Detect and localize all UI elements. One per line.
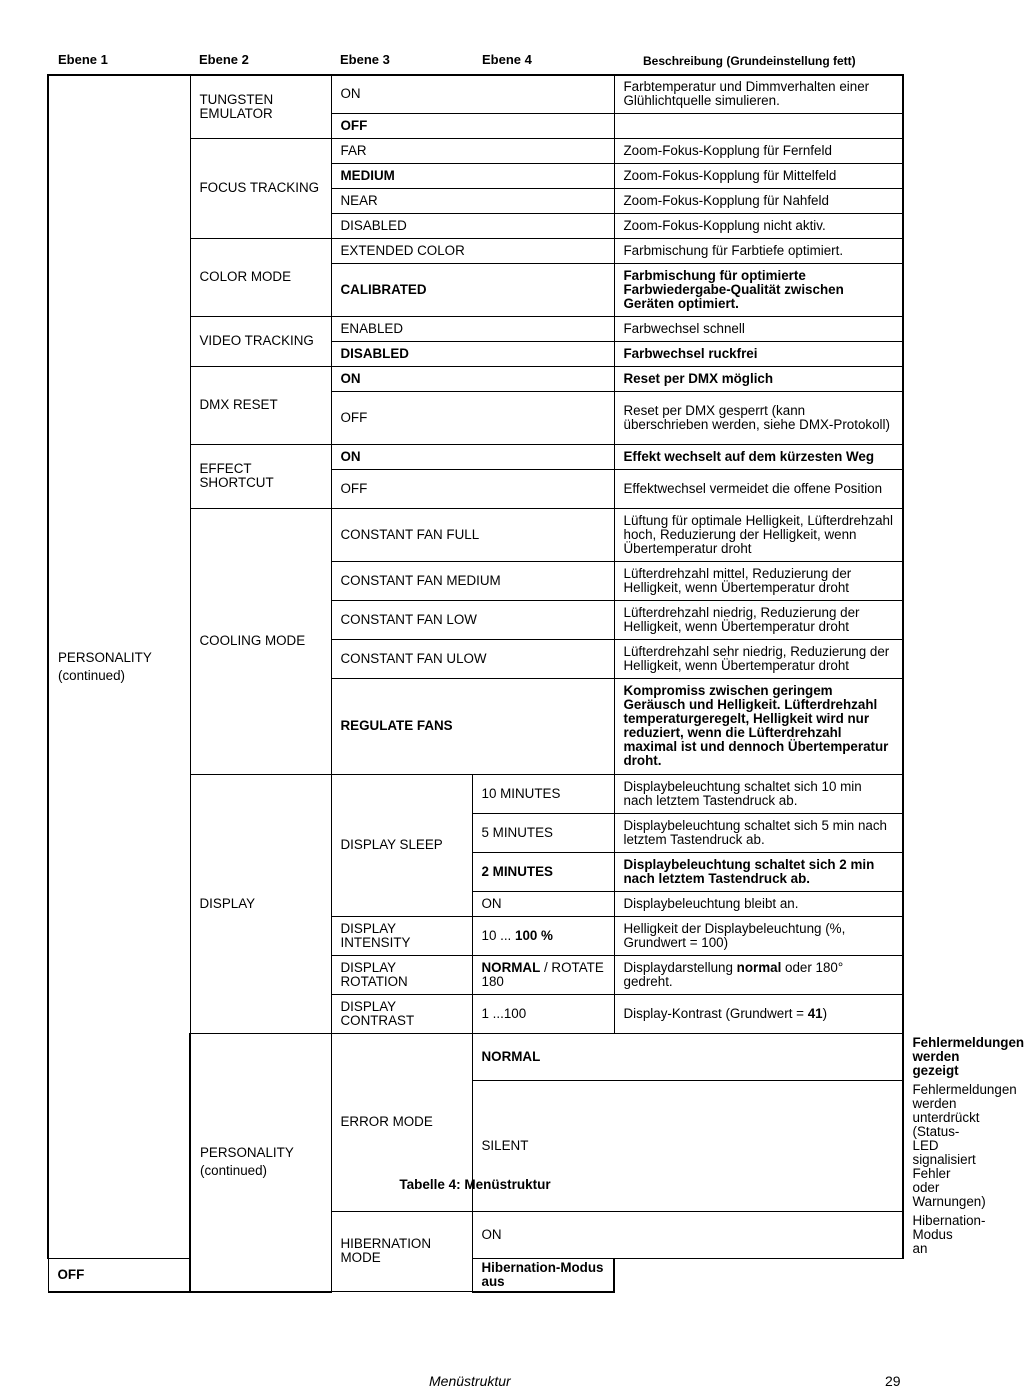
level3-cell: ON [331,366,614,391]
level3-cell: CONSTANT FAN ULOW [331,639,614,678]
description-text: Display-Kontrast (Grundwert = [623,1005,808,1021]
page-number: 29 [885,1373,901,1389]
description-cell: Reset per DMX gesperrt (kann überschrieben werden, siehe DMX-Protokoll) [614,391,903,444]
level3-cell: REGULATE FANS [331,678,614,774]
level3-cell: DISPLAY INTENSITY [331,916,472,955]
description-cell: Helligkeit der Displaybeleuchtung (%, Grundwert = 100) [614,916,903,955]
level4-cell: 10 MINUTES [472,774,614,813]
description-cell [614,113,903,138]
table-row [48,75,903,113]
level3-cell: MEDIUM [331,163,614,188]
column-header-ebene-3: Ebene 3 [340,52,390,67]
level4-cell [472,955,614,994]
level2-cell: DISPLAY [190,774,331,1033]
level2-cell: VIDEO TRACKING [190,316,331,366]
description-cell: Zoom-Fokus-Kopplung für Mittelfeld [614,163,903,188]
level4-cell: 5 MINUTES [472,813,614,852]
value-default: NORMAL [481,959,541,975]
description-cell [614,955,903,994]
description-cell: Zoom-Fokus-Kopplung nicht aktiv. [614,213,903,238]
level3-cell: CALIBRATED [331,263,614,316]
description-cell: Lüfterdrehzahl sehr niedrig, Reduzierung der Helligkeit, wenn Übertemperatur droht [614,639,903,678]
level3-cell: FAR [331,138,614,163]
description-cell: Farbtemperatur und Dimmverhalten einer Glühlichtquelle simulieren. [614,75,903,113]
level3-cell: DISABLED [331,341,614,366]
level2-cell: DMX RESET [190,366,331,444]
level1-label: PERSONALITY [200,1145,294,1160]
description-cell: Kompromiss zwischen geringem Geräusch und Helligkeit. Lüfterdrehzahl temperaturgeregelt, Helligkeit wird nur reduziert, wenn die Lüfterdrehzahl maximal ist und dennoch Übertemperatur droht. [614,678,903,774]
description-cell: Lüfterdrehzahl niedrig, Reduzierung der Helligkeit, wenn Übertemperatur droht [614,600,903,639]
description-cell: Displaybeleuchtung schaltet sich 5 min nach letztem Tastendruck ab. [614,813,903,852]
description-cell: Hibernation-Modus aus [472,1258,614,1292]
table-row: PERSONALITY (continued) ERROR MODE NORMAL Fehlermeldungen werden gezeigt [48,1033,903,1080]
level3-cell: DISPLAY CONTRAST [331,994,472,1033]
value-default: 100 % [515,927,553,943]
description-cell: Displaybeleuchtung schaltet sich 2 min nach letztem Tastendruck ab. [614,852,903,891]
level3-cell: DISABLED [331,213,614,238]
level3-cell: CONSTANT FAN FULL [331,508,614,561]
level1-continued: (continued) [58,667,125,683]
level2-cell: FOCUS TRACKING [190,138,331,238]
description-text: ) [822,1005,828,1021]
level3-cell: DISPLAY ROTATION [331,955,472,994]
column-header-beschreibung: Beschreibung (Grundeinstellung fett) [643,54,856,68]
level2-cell: EFFECT SHORTCUT [190,444,331,508]
description-default: 41 [807,1005,823,1021]
value-text: 10 ... [481,927,515,943]
level3-cell: OFF [331,391,614,444]
description-cell: Reset per DMX möglich [614,366,903,391]
level4-cell: 1 ...100 [472,994,614,1033]
footer-section-title: Menüstruktur [429,1373,511,1389]
description-cell: Farbmischung für optimierte Farbwiedergabe-Qualität zwischen Geräten optimiert. [614,263,903,316]
level3-cell: ON [472,1211,903,1258]
description-cell: Lüftung für optimale Helligkeit, Lüfterdrehzahl hoch, Reduzierung der Helligkeit, wenn Übertemperatur droht [614,508,903,561]
level2-cell: TUNGSTEN EMULATOR [190,75,331,138]
menu-structure-table [47,74,1024,1293]
level3-cell: NORMAL [472,1033,903,1080]
level3-cell: OFF [331,469,614,508]
description-cell: Zoom-Fokus-Kopplung für Nahfeld [614,188,903,213]
level3-cell: ON [331,75,614,113]
level1-cell-personality [190,1033,331,1292]
level3-cell: DISPLAY SLEEP [331,774,472,916]
level2-cell: COOLING MODE [190,508,331,774]
level2-cell: HIBERNATION MODE [331,1211,472,1292]
description-cell: Farbwechsel ruckfrei [614,341,903,366]
description-cell: Farbwechsel schnell [614,316,903,341]
description-cell: Displaybeleuchtung schaltet sich 10 min nach letztem Tastendruck ab. [614,774,903,813]
column-header-ebene-2: Ebene 2 [199,52,249,67]
description-cell: Effektwechsel vermeidet die offene Position [614,469,903,508]
level3-cell: ON [331,444,614,469]
table-caption: Tabelle 4: Menüstruktur [399,1177,551,1192]
description-text: oder 180° gedreht. [623,959,844,989]
description-cell: Farbmischung für Farbtiefe optimiert. [614,238,903,263]
level1-continued: (continued) [200,1163,267,1178]
table-row: HIBERNATION MODE ON Hibernation-Modus an [48,1211,903,1258]
level4-cell: ON [472,891,614,916]
description-cell [614,994,903,1033]
description-cell: Displaybeleuchtung bleibt an. [614,891,903,916]
table-row: SILENT Fehlermeldungen werden unterdrückt (Status-LED signalisiert Fehler oder Warnungen) [48,1080,903,1211]
level4-cell: 2 MINUTES [472,852,614,891]
description-cell: Effekt wechselt auf dem kürzesten Weg [614,444,903,469]
level3-cell: ENABLED [331,316,614,341]
description-cell: Lüfterdrehzahl mittel, Reduzierung der Helligkeit, wenn Übertemperatur droht [614,561,903,600]
level3-cell: CONSTANT FAN MEDIUM [331,561,614,600]
value-text: / ROTATE 180 [481,959,604,989]
level2-cell: ERROR MODE [331,1033,472,1211]
level3-cell: NEAR [331,188,614,213]
description-text: Displaydarstellung [623,959,737,975]
level1-cell-personality [48,75,190,1258]
level3-cell: CONSTANT FAN LOW [331,600,614,639]
description-cell: Zoom-Fokus-Kopplung für Fernfeld [614,138,903,163]
column-header-ebene-4: Ebene 4 [482,52,532,67]
level1-label: PERSONALITY [58,649,152,665]
level3-cell: OFF [331,113,614,138]
level2-cell: COLOR MODE [190,238,331,316]
column-header-ebene-1: Ebene 1 [58,52,108,67]
level3-cell: SILENT [472,1080,903,1211]
table-row [48,1258,903,1292]
level3-cell: OFF [48,1258,331,1292]
level4-cell [472,916,614,955]
description-default: normal [736,959,782,975]
level3-cell: EXTENDED COLOR [331,238,614,263]
